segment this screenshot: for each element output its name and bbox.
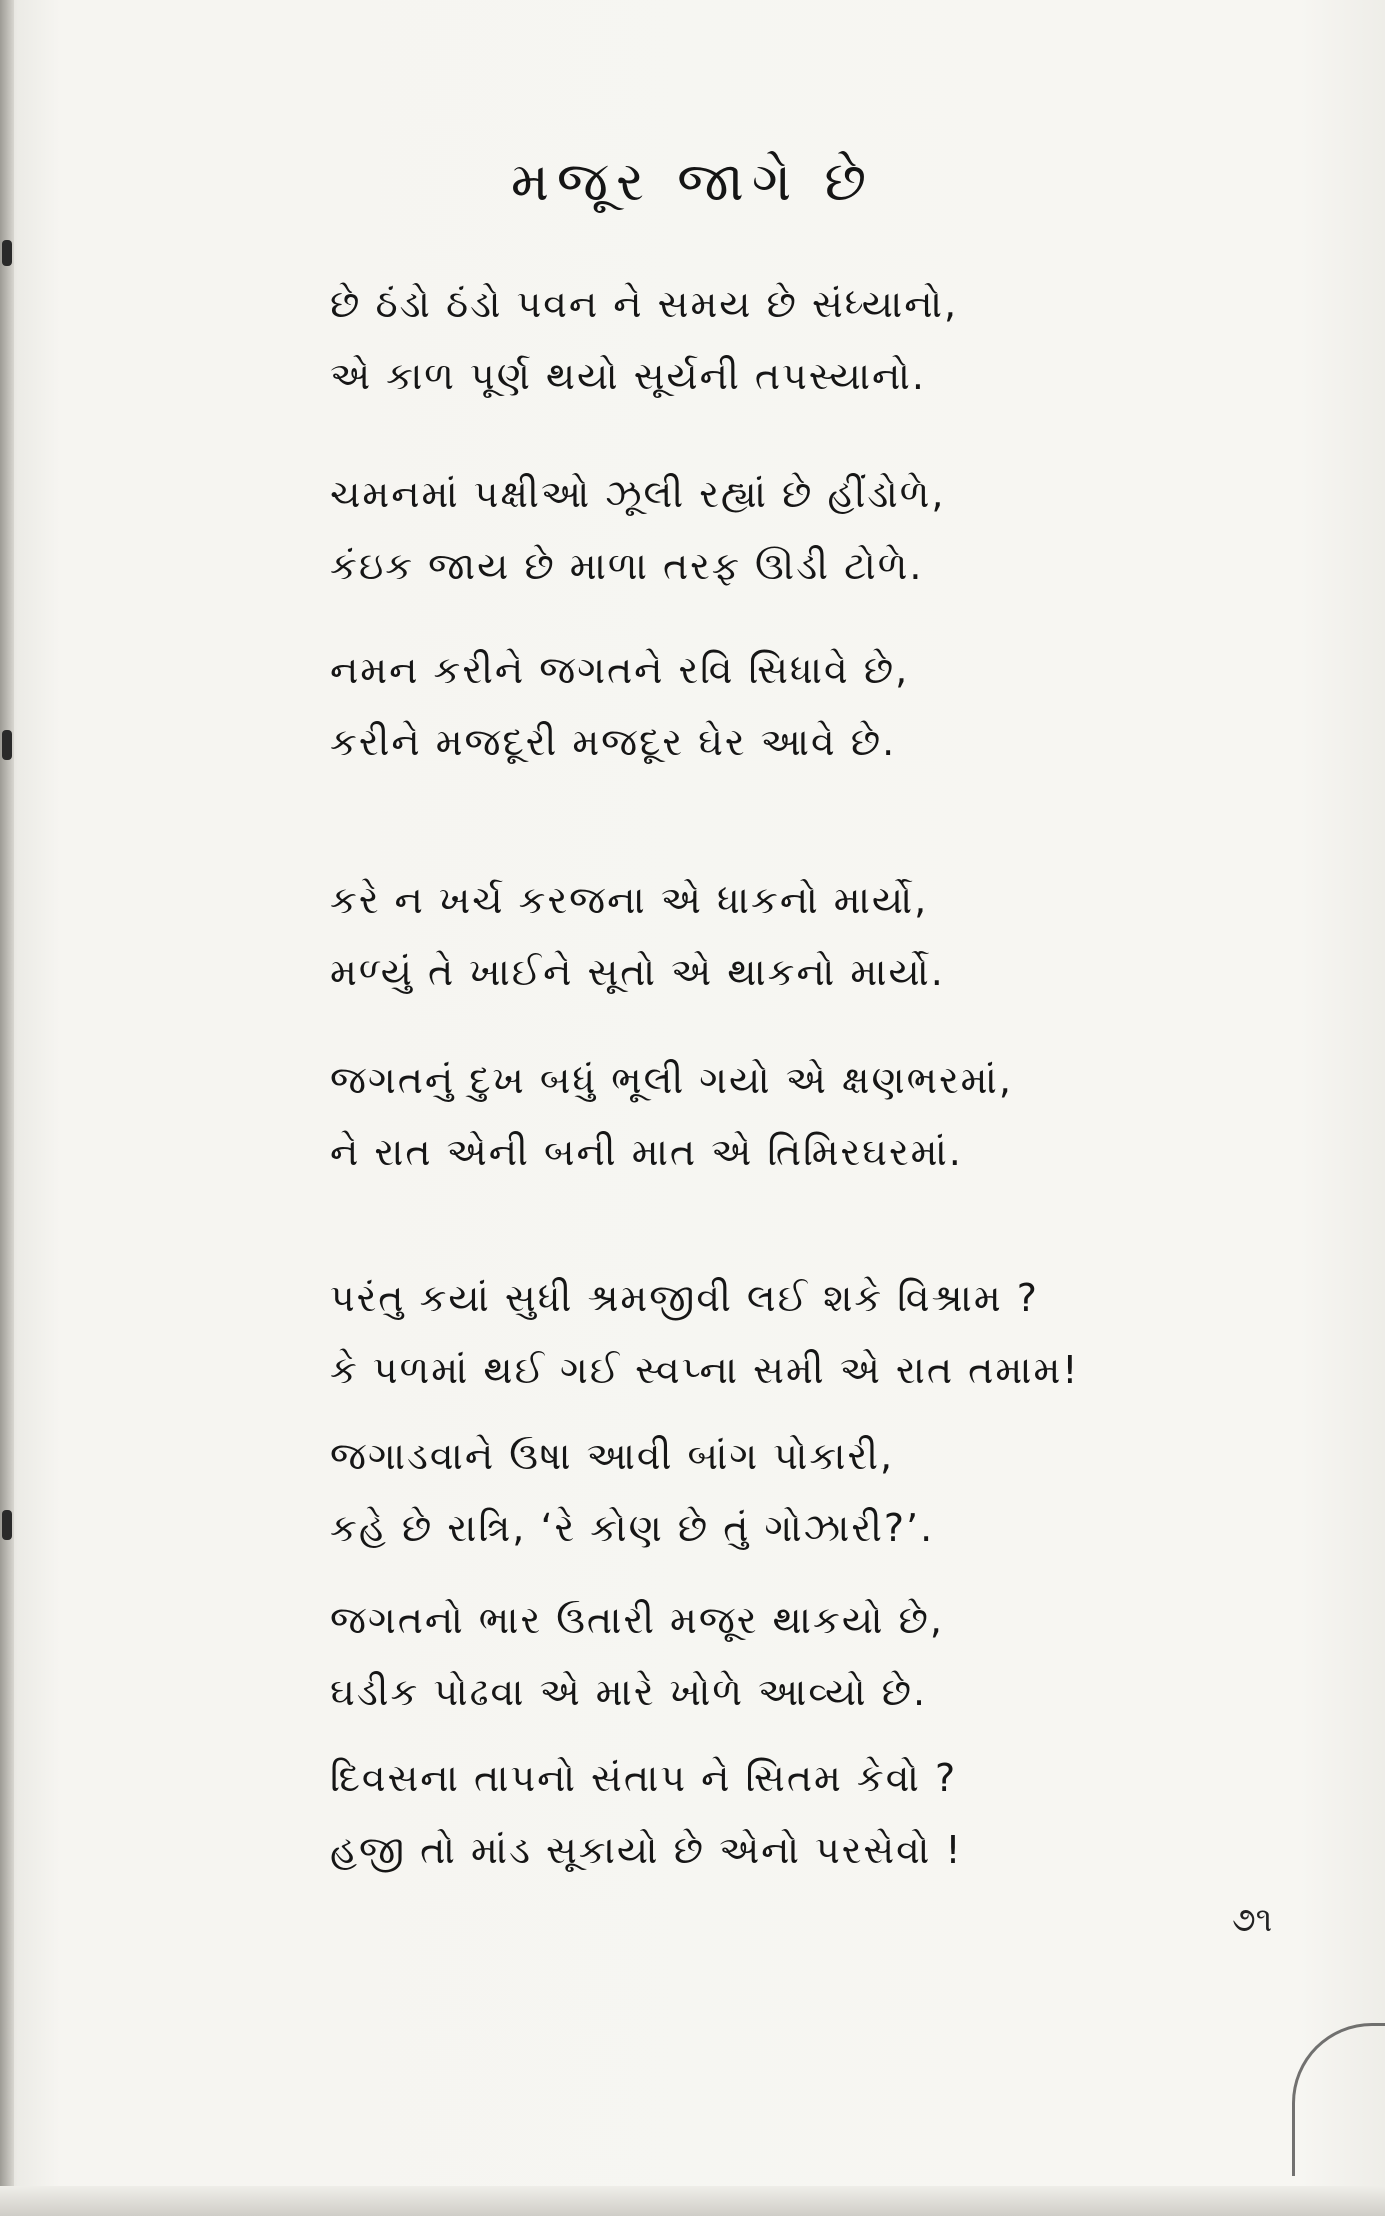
binding-edge [0,0,14,2216]
poem-line: કહે છે રાત્રિ, ‘રે કોણ છે તું ગોઝારી?’. [330,1506,935,1550]
stanza [330,458,1110,602]
poem-line: કરે ન ખર્ચ કરજના એ ધાકનો માર્યો, [330,878,929,922]
stanza [330,1742,1110,1886]
poem-line: જગાડવાને ઉષા આવી બાંગ પોકારી, [330,1434,895,1478]
poem-line: દિવસના તાપનો સંતાપ ને સિતમ કેવો ? [330,1756,958,1800]
poem-line: એ કાળ પૂર્ણ થયો સૂર્યની તપસ્યાનો. [330,354,926,398]
stanza [330,634,1110,778]
page-corner-curl [1292,2023,1385,2176]
stanza [330,1262,1110,1406]
stanza [330,268,1110,412]
poem-line: કરીને મજદૂરી મજદૂર ઘેર આવે છે. [330,720,897,764]
poem-line: છે ઠંડો ઠંડો પવન ને સમય છે સંધ્યાનો, [330,282,959,326]
poem-line: જગતનો ભાર ઉતારી મજૂર થાકયો છે, [330,1598,944,1642]
stanza [330,864,1110,1008]
stanza [330,1044,1110,1188]
poem-line: ચમનમાં પક્ષીઓ ઝૂલી રહ્યાં છે હીંડોળે, [330,472,946,516]
poem-line: મળ્યું તે ખાઈને સૂતો એ થાકનો માર્યો. [330,950,945,994]
poem-line: કંઇક જાય છે માળા તરફ ઊડી ટોળે. [330,544,924,588]
binding-mark [2,240,12,266]
bottom-page-edge [0,2186,1385,2216]
poem-line: હજી તો માંડ સૂકાયો છે એનો પરસેવો ! [330,1828,963,1872]
binding-mark [2,730,12,760]
poem-title: મજૂર જાગે છે [510,150,875,213]
poem-line: કે પળમાં થઈ ગઈ સ્વપ્ના સમી એ રાત તમામ! [330,1348,1080,1392]
binding-mark [2,1510,12,1540]
poem-line: પરંતુ કયાં સુધી શ્રમજીવી લઈ શકે વિશ્રામ ? [330,1276,1039,1320]
page-number: ૭૧ [1232,1900,1273,1940]
poem-line: નમન કરીને જગતને રવિ સિધાવે છે, [330,648,910,692]
stanza [330,1420,1110,1564]
poem-line: જગતનું દુખ બધું ભૂલી ગયો એ ક્ષણભરમાં, [330,1058,1013,1102]
poem-line: ને રાત એની બની માત એ તિમિરઘરમાં. [330,1130,963,1174]
stanza [330,1584,1110,1728]
poem-line: ઘડીક પોઢવા એ મારે ખોળે આવ્યો છે. [330,1670,928,1714]
